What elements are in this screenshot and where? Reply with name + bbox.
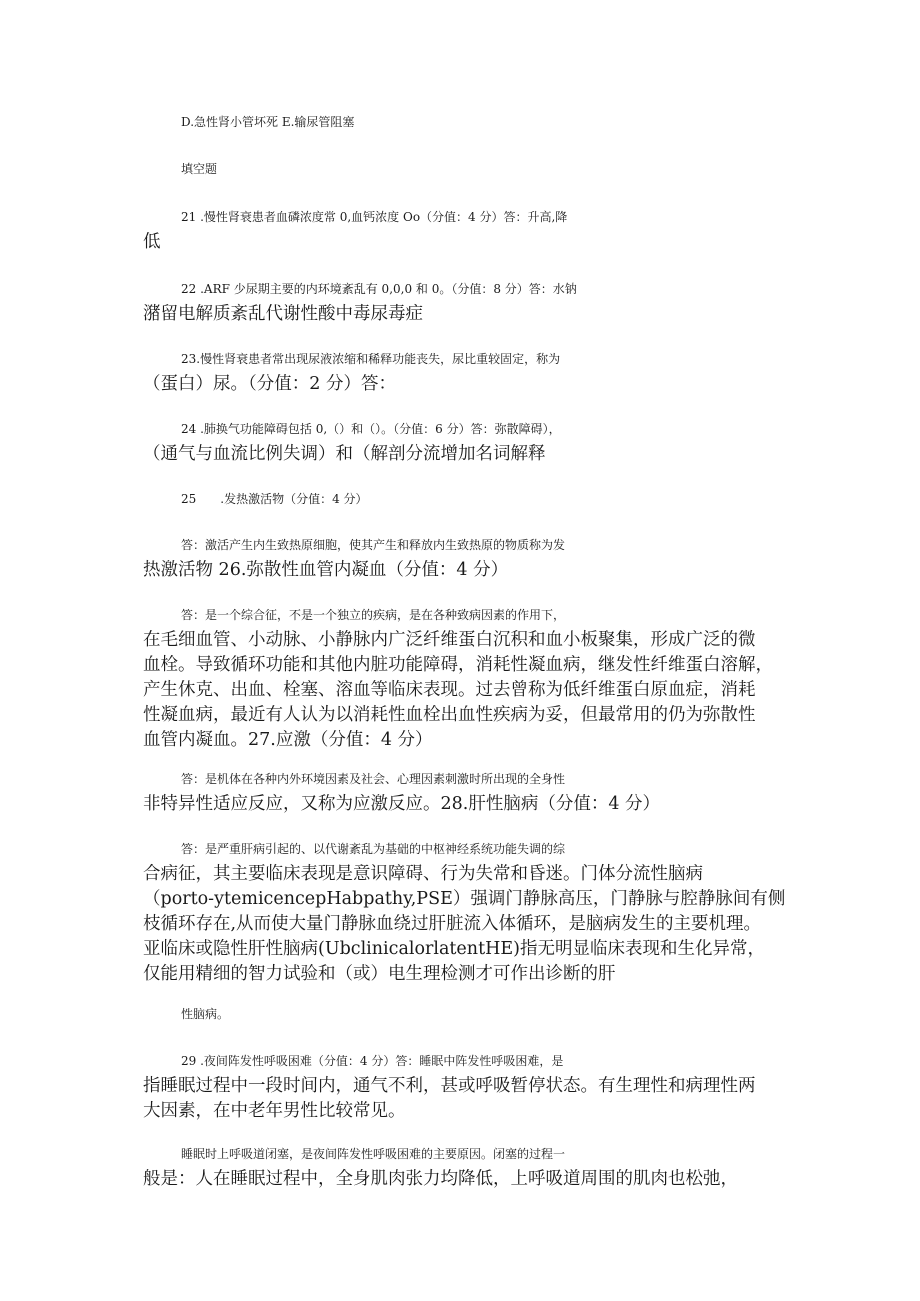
answer-26: 答：是一个综合征，不是一个独立的疾病，是在各种致病因素的作用下， 在毛细血管、小动脉、小静脉内广泛纤维蛋白沉积和血小板聚集，形成广泛的微 血栓。导致循环功能和其他内脏功能障碍，消耗性凝血病，继发性纤维蛋白溶解， 产生休克、出血、栓塞、溶血等临床表现。过去曾称为低纤维蛋白原血症，消耗 性凝血病，最近有人认为以消耗性血栓出血性疾病为妥，但最常用的仍为弥散性 血管内凝血。27.应激（分值：4 分）	[143, 608, 773, 750]
question-29: 29 .夜间阵发性呼吸困难（分值：4 分）答：睡眠中阵发性呼吸困难，是 指睡眠过程中一段时间内，通气不利，甚或呼吸暂停状态。有生理性和病理性两 大因素，在中老年男性比较常见。	[143, 1054, 756, 1121]
answer-28-tail: 性脑病。	[181, 1007, 230, 1021]
question-24: 24 .肺换气功能障碍包括 0,（）和（）。（分值：6 分）答：弥散障碍）， （通气与血流比例失调）和（解剖分流增加名词解释	[143, 422, 561, 464]
paragraph-last: 睡眠时上呼吸道闭塞，是夜间阵发性呼吸困难的主要原因。闭塞的过程一 般是：人在睡眠过程中，全身肌肉张力均降低，上呼吸道周围的肌肉也松弛，	[143, 1147, 738, 1189]
section-heading: 填空题	[181, 162, 218, 176]
question-25: 25 .发热激活物（分值：4 分）	[181, 492, 368, 506]
question-22: 22 .ARF 少尿期主要的内环境紊乱有 0,0,0 和 0。（分值：8 分）答：水钠 潴留电解质紊乱代谢性酸中毒尿毒症	[143, 282, 577, 324]
answer-27: 答：是机体在各种内外环境因素及社会、心理因素刺激时所出现的全身性 非特异性适应反应，又称为应激反应。28.肝性脑病（分值：4 分）	[143, 772, 661, 814]
answer-28: 答：是严重肝病引起的、以代谢紊乱为基础的中枢神经系统功能失调的综 合病征，其主要临床表现是意识障碍、行为失常和昏迷。门体分流性脑病 （porto-ytemicencepHabpathy,PSE）强调门静脉高压，门静脉与腔静脉间有侧 枝循环存在,从而使大量门静脉血绕过肝脏流入体循环，是脑病发生的主要机理。 亚临床或隐性肝性脑病(UbclinicalorlatentHE)指无明显临床表现和生化异常， 仅能用精细的智力试验和（或）电生理检测才可作出诊断的肝	[143, 842, 786, 984]
answer-25: 答：激活产生内生致热原细胞，使其产生和释放内生致热原的物质称为发 热激活物 26.弥散性血管内凝血（分值：4 分）	[143, 538, 566, 580]
question-23: 23.慢性肾衰患者常出现尿液浓缩和稀释功能丧失，尿比重较固定，称为 （蛋白）尿。（分值：2 分）答：	[143, 352, 561, 394]
question-21: 21 .慢性肾衰患者血磷浓度常 0,血钙浓度 Oo（分值：4 分）答：升高,降 低	[143, 210, 568, 252]
option-line: D.急性肾小管坏死 E.输尿管阻塞	[181, 115, 355, 129]
